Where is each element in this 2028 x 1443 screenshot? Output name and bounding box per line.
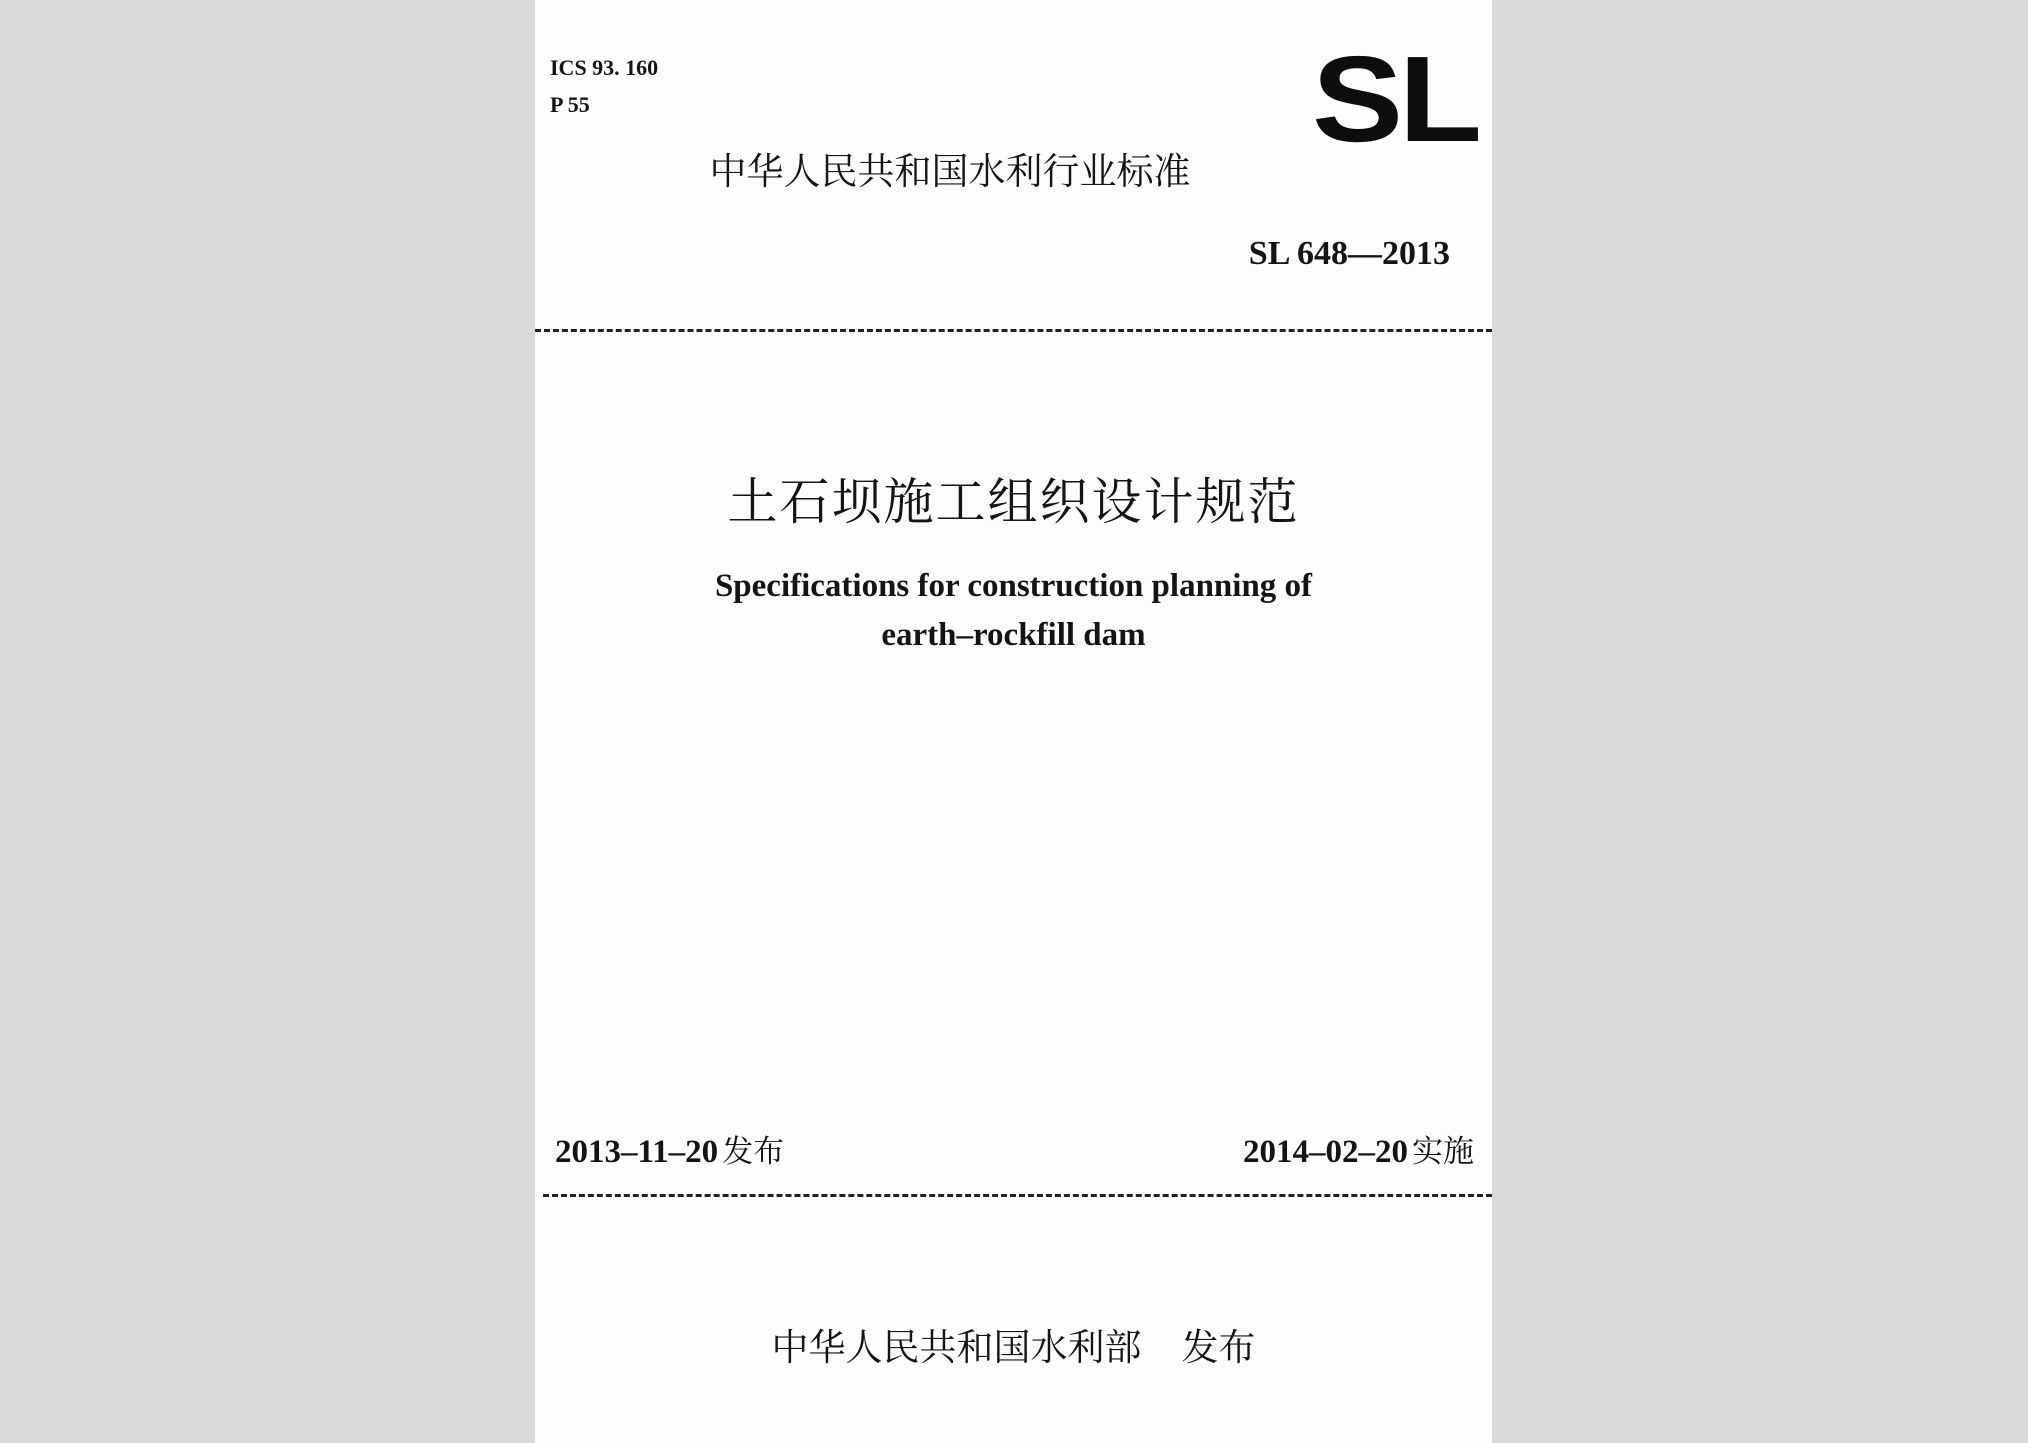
implementation-label: 实施 bbox=[1412, 1134, 1474, 1170]
document-title-english bbox=[535, 562, 1492, 660]
ics-code: ICS 93. 160 bbox=[550, 55, 659, 80]
sl-logo: SL bbox=[1312, 31, 1478, 167]
document-title-chinese: 土石坝施工组织设计规范 bbox=[727, 473, 1300, 531]
classification-code: P 55 bbox=[550, 92, 590, 117]
standard-cover-page bbox=[535, 0, 1492, 1443]
issue-label: 发布 bbox=[722, 1134, 785, 1170]
implementation-date: 2014–02–20 bbox=[1243, 1134, 1408, 1170]
ministry-name: 中华人民共和国水利部 bbox=[771, 1326, 1142, 1369]
top-divider bbox=[535, 329, 1492, 332]
publish-label: 发布 bbox=[1181, 1326, 1256, 1369]
standard-number: SL 648—2013 bbox=[1248, 235, 1450, 272]
english-title-line-2: earth–rockfill dam bbox=[881, 617, 1146, 653]
bottom-divider bbox=[543, 1194, 1492, 1197]
issue-date: 2013–11–20 bbox=[555, 1134, 719, 1170]
issue-date-block bbox=[555, 1130, 784, 1174]
publisher-line bbox=[535, 1324, 1492, 1372]
english-title-line-1: Specifications for construction planning of bbox=[714, 568, 1313, 604]
implementation-date-block bbox=[1243, 1130, 1474, 1174]
industry-standard-title: 中华人民共和国水利行业标准 bbox=[709, 150, 1191, 193]
